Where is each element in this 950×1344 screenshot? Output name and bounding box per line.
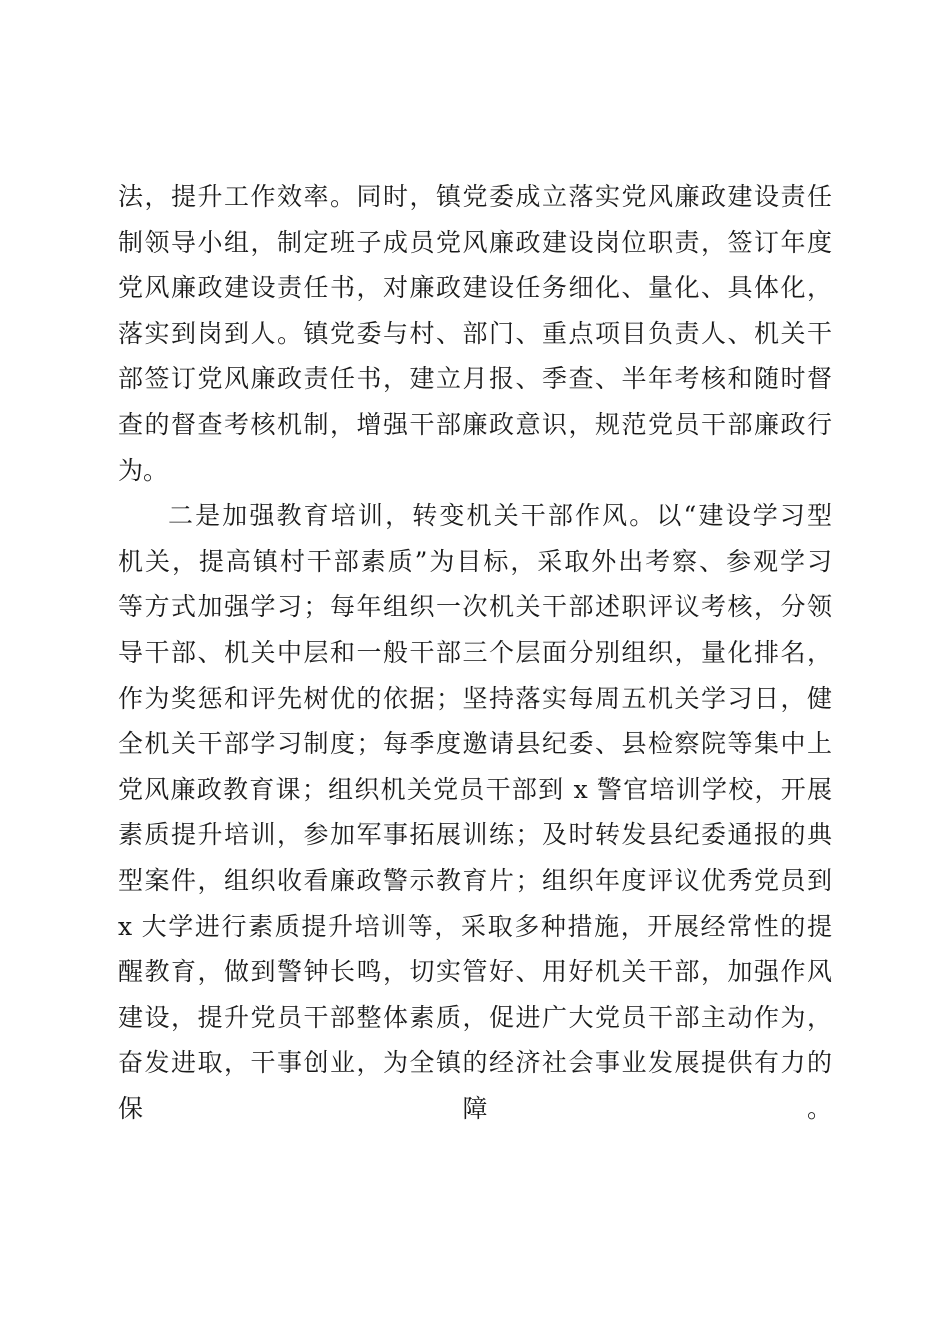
text-line: 制领导小组，制定班子成员党风廉政建设岗位职责，签订年度 <box>118 227 832 257</box>
text-line: 全机关干部学习制度；每季度邀请县纪委、县检察院等集中上 <box>118 729 832 759</box>
text-line: 落实到岗到人。镇党委与村、部门、重点项目负责人、机关干 <box>118 318 832 348</box>
text-line: 党风廉政教育课；组织机关党员干部到 x 警官培训学校，开展 <box>118 774 832 804</box>
text-line: 查的督查考核机制，增强干部廉政意识，规范党员干部廉政行 <box>118 409 832 439</box>
text-line: 法，提升工作效率。同时，镇党委成立落实党风廉政建设责任 <box>118 182 832 211</box>
text-line: 作为奖惩和评先树优的依据；坚持落实每周五机关学习日，健 <box>118 683 832 713</box>
text-line: 保障。 <box>118 1093 832 1123</box>
text-line <box>118 1131 832 1177</box>
text-line: 为。 <box>118 455 169 485</box>
text-line: 等方式加强学习；每年组织一次机关干部述职评议考核，分领 <box>118 592 832 622</box>
text-line: x 大学进行素质提升培训等，采取多种措施，开展经常性的提 <box>118 911 832 941</box>
text-line: 奋发进取，干事创业，为全镇的经济社会事业发展提供有力的 <box>118 1048 832 1078</box>
paragraph-2 <box>118 493 832 1177</box>
text-line: 型案件，组织收看廉政警示教育片；组织年度评议优秀党员到 <box>118 865 832 895</box>
paragraph-1 <box>118 174 832 493</box>
text-line: 醒教育，做到警钟长鸣，切实管好、用好机关干部，加强作风 <box>118 957 832 987</box>
text-line: 机关，提高镇村干部素质”为目标，采取外出考察、参观学习 <box>118 546 832 576</box>
text-line: 建设，提升党员干部整体素质，促进广大党员干部主动作为， <box>118 1002 832 1032</box>
text-line: 二是加强教育培训，转变机关干部作风。以“建设学习型 <box>168 501 832 531</box>
text-line: 素质提升培训，参加军事拓展训练；及时转发县纪委通报的典 <box>118 820 832 850</box>
text-line: 导干部、机关中层和一般干部三个层面分别组织，量化排名， <box>118 637 832 667</box>
document-body <box>118 174 832 1177</box>
text-line: 党风廉政建设责任书，对廉政建设任务细化、量化、具体化， <box>118 273 832 303</box>
text-line: 部签订党风廉政责任书，建立月报、季查、半年考核和随时督 <box>118 364 832 394</box>
